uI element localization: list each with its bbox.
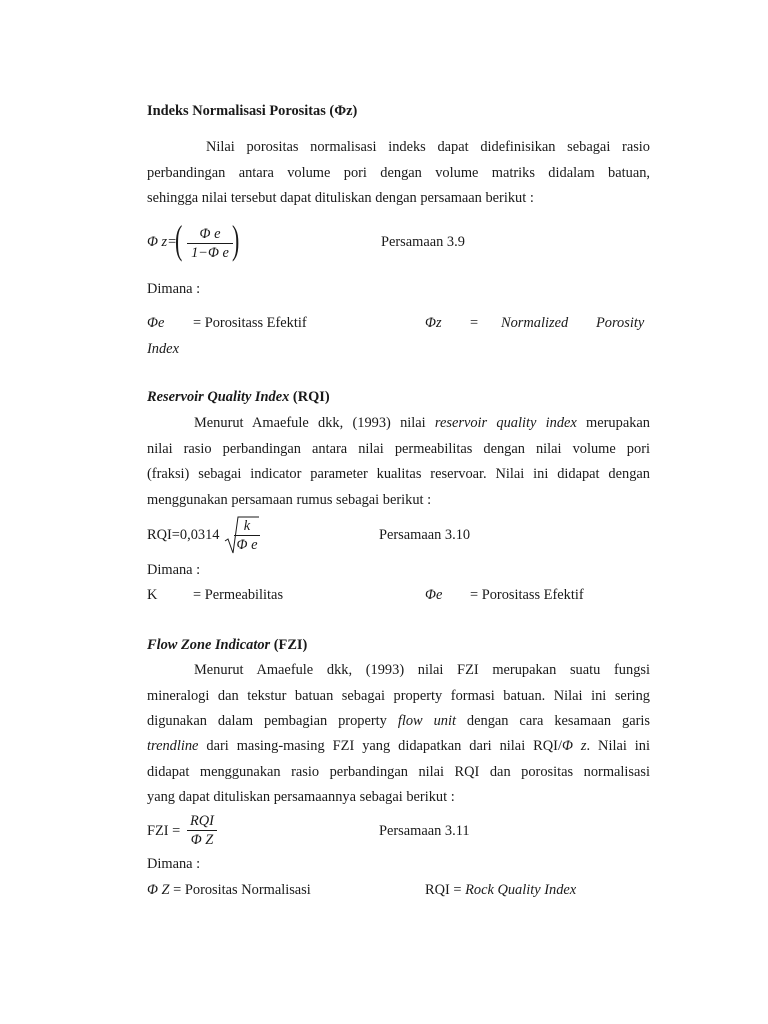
text-span: . Nilai ini [586, 738, 650, 754]
paragraph-line: mineralogi dan tekstur batuan sebagai property formasi batuan. Nilai ini sering [147, 688, 650, 704]
equation-lhs: Φ z= [147, 234, 177, 250]
definition-row [147, 882, 311, 899]
symbol-phi-z: Φz [425, 315, 442, 331]
left-paren: ( [174, 217, 183, 262]
paragraph-line: menggunakan persamaan rumus sebagai berikut : [147, 492, 432, 508]
dimana-label: Dimana : [147, 281, 201, 297]
paragraph-line: perbandingan antara volume pori dengan volume matriks didalam batuan, [147, 165, 650, 181]
paragraph-line: sehingga nilai tersebut dapat dituliskan dengan persamaan berikut : [147, 190, 534, 206]
text-span: merupakan [576, 415, 650, 431]
definition-text: RQI = [425, 882, 466, 898]
text-span: digunakan dalam pembagian property [147, 713, 398, 729]
paragraph-line: yang dapat dituliskan persamaannya sebagai berikut : [147, 789, 455, 805]
text-span: Menurut Amaefule dkk, (1993) nilai [194, 415, 435, 431]
section-title-fzi [147, 637, 307, 654]
fraction-numerator: RQI [190, 813, 214, 829]
fraction [187, 226, 233, 261]
section-title-rest: (FZI) [270, 637, 308, 653]
fraction-denominator: Φ Z [190, 832, 214, 848]
equation-label: Persamaan 3.9 [381, 234, 465, 250]
italic-term: flow unit [397, 713, 456, 729]
italic-term: reservoir quality index [434, 415, 577, 431]
fraction-bar [187, 243, 233, 244]
section-title-rest: (RQI) [289, 389, 330, 405]
italic-term: Rock Quality Index [465, 882, 577, 898]
symbol-phi-e: Φe [147, 315, 165, 331]
fraction-bar [187, 830, 217, 831]
equation-label: Persamaan 3.10 [379, 527, 471, 543]
equation-lhs: RQI=0,0314 [147, 527, 220, 543]
dimana-label: Dimana : [147, 856, 201, 872]
fraction-numerator: k [243, 518, 251, 534]
symbol-k: K [147, 587, 158, 603]
fraction-numerator: Φ e [199, 226, 221, 242]
dimana-label: Dimana : [147, 562, 201, 578]
equation-lhs: FZI = [147, 823, 181, 839]
paragraph-line [147, 738, 650, 755]
definition-word: Index [147, 341, 179, 357]
definition-text: = Permeabilitas [193, 587, 284, 603]
paragraph-line: Menurut Amaefule dkk, (1993) nilai FZI merupakan suatu fungsi [194, 662, 650, 678]
fraction [234, 518, 260, 553]
right-paren: ) [231, 217, 240, 262]
definition-text: = Porositas Normalisasi [169, 882, 311, 898]
paragraph-line: nilai rasio perbandingan antara nilai permeabilitas dengan nilai volume pori [147, 441, 650, 457]
definition-equals: = [470, 315, 479, 331]
paragraph-line: Nilai porositas normalisasi indeks dapat didefinisikan sebagai rasio [206, 139, 650, 155]
paragraph-line: didapat menggunakan rasio perbandingan nilai RQI dan porositas normalisasi [147, 764, 650, 780]
section-title-normalisasi: Indeks Normalisasi Porositas (Φz) [147, 103, 358, 119]
equation-label: Persamaan 3.11 [379, 823, 470, 839]
definition-word: Normalized [501, 315, 569, 331]
fraction [187, 813, 217, 848]
section-title-italic: Reservoir Quality Index [147, 389, 290, 405]
fraction-bar [234, 535, 260, 536]
section-title-italic: Flow Zone Indicator [147, 637, 271, 653]
text-span: dari masing-masing FZI yang didapatkan dari nilai RQI/ [198, 738, 562, 754]
italic-term: trendline [147, 738, 199, 754]
paragraph-line [194, 415, 650, 432]
fraction-denominator: Φ e [236, 537, 258, 553]
symbol-phi-z: Φ Z [147, 882, 170, 898]
paragraph-line: (fraksi) sebagai indicator parameter kualitas reservoar. Nilai ini didapat dengan [147, 466, 650, 482]
fraction-denominator: 1−Φ e [191, 245, 229, 261]
text-span: dengan cara kesamaan garis [455, 713, 651, 729]
definition-word: Porosity [596, 315, 645, 331]
section-title-rqi [147, 389, 330, 406]
italic-term: Φ z [561, 738, 587, 754]
symbol-phi-e: Φe [425, 587, 443, 603]
paragraph-line [147, 713, 650, 730]
definition-row [425, 882, 576, 899]
definition-text: = Porositass Efektif [193, 315, 307, 331]
definition-text: = Porositass Efektif [470, 587, 584, 603]
